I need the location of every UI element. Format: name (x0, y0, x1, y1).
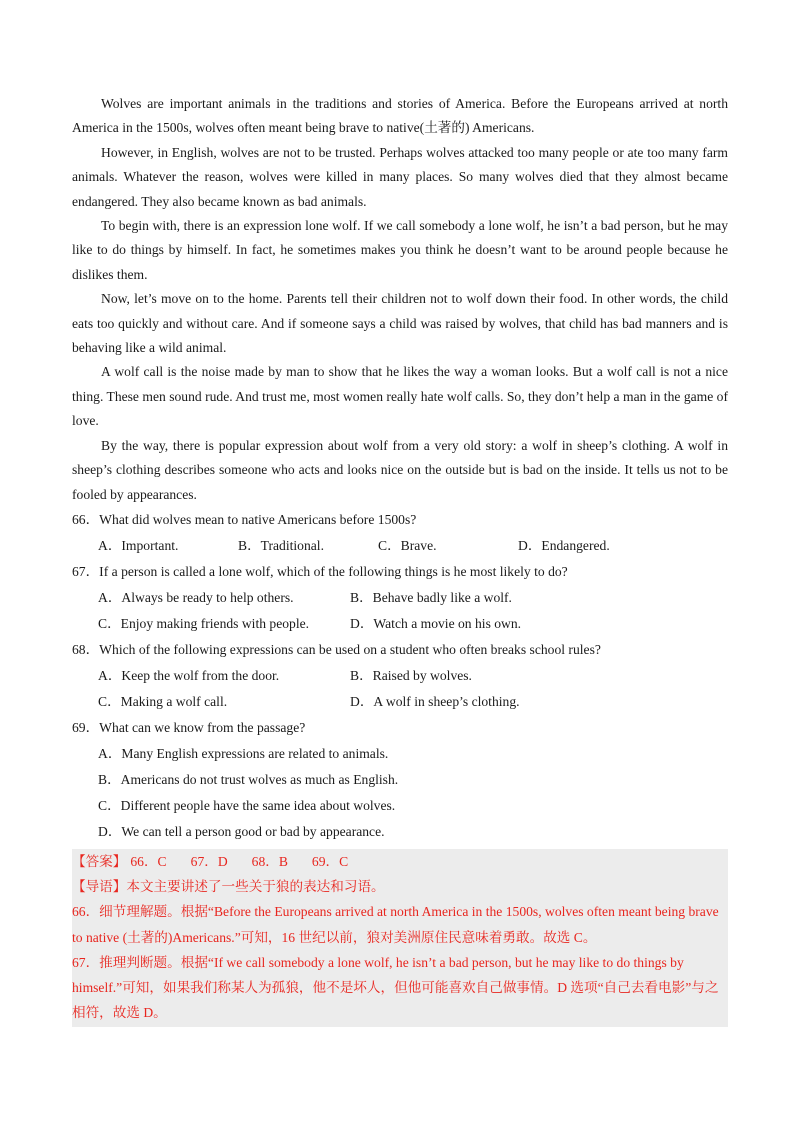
option-d: D．A wolf in sheep’s clothing. (350, 693, 520, 709)
option-a: A．Always be ready to help others. (98, 589, 294, 605)
answer-key-68: 68．B (251, 853, 288, 869)
passage-paragraph-4: Now, let’s move on to the home. Parents tell their children not to wolf down their food. In other words, the child eats too quickly and without care. And if someone says a child was raised by wolves, that child has bad manners and is behaving like a wild animal. (72, 291, 728, 356)
passage-paragraph-5: A wolf call is the noise made by man to show that he likes the way a woman looks. But a wolf call is not a nice thing. These men sound rude. And trust me, most women really hate wolf calls. So, they don’t help a man in the game of love. (72, 364, 728, 429)
option-b: B．Traditional. (238, 537, 324, 553)
option-b: B．Raised by wolves. (350, 667, 472, 683)
option-d: D．We can tell a person good or bad by appearance. (98, 823, 385, 839)
explanation-67: 67．推理判断题。根据“If we call somebody a lone wolf, he isn’t a bad person, but he may like to do things by himself.”可知，如果我们称某人为孤狼，他不是坏人，但他可能喜欢自己做事情。D 选项“自己去看电影”与之相符，故选 D。 (72, 954, 719, 1021)
question-68 (72, 637, 728, 715)
options-row (72, 663, 728, 689)
options-row (72, 533, 728, 559)
passage-paragraph-1: Wolves are important animals in the traditions and stories of America. Before the Europeans arrived at north America in the 1500s, wolves often meant being brave to native(土著的) Americans. (72, 96, 728, 136)
question-67 (72, 559, 728, 637)
document-page (72, 92, 728, 1027)
answer-key-67: 67．D (190, 853, 228, 869)
option-b: B．Americans do not trust wolves as much as English. (98, 771, 399, 787)
options-row (72, 611, 728, 637)
option-d: D．Endangered. (518, 537, 610, 553)
option-c: C．Enjoy making friends with people. (98, 615, 310, 631)
guide-text: 【导语】本文主要讲述了一些关于狼的表达和习语。 (72, 879, 385, 895)
answer-keys (72, 849, 728, 874)
answer-key-66: 66．C (130, 853, 167, 869)
answer-key-69: 69．C (311, 853, 349, 869)
option-a: A．Keep the wolf from the door. (98, 667, 280, 683)
option-b: B．Behave badly like a wolf. (350, 589, 512, 605)
passage-paragraph-2: However, in English, wolves are not to be trusted. Perhaps wolves attacked too many people or ate too many farm animals. Whatever the reason, wolves were killed in many places. So many wolves died that they almost became endangered. They also became known as bad animals. (72, 144, 728, 209)
question-stem: 66．What did wolves mean to native Americans before 1500s? (72, 511, 417, 527)
answer-label: 【答案】 (72, 853, 127, 869)
question-69 (72, 715, 728, 845)
question-stem: 69．What can we know from the passage? (72, 719, 306, 735)
option-c: C．Brave. (378, 537, 437, 553)
question-66 (72, 507, 728, 559)
option-d: D．Watch a movie on his own. (350, 615, 522, 631)
answer-section (72, 849, 728, 1027)
options-row (72, 585, 728, 611)
option-c: C．Making a wolf call. (98, 693, 228, 709)
passage-paragraph-3: To begin with, there is an expression lone wolf. If we call somebody a lone wolf, he isn’t a bad person, but he may like to do things by himself. In fact, he sometimes makes you think he doesn’t want to be around people because he dislikes them. (72, 218, 728, 282)
explanation-66: 66．细节理解题。根据“Before the Europeans arrived at north America in the 1500s, wolves often meant being brave to native (土著的)Americans.”可知，16 世纪以前，狼对美洲原住民意味着勇敢。故选 C。 (72, 904, 719, 945)
question-stem: 67．If a person is called a lone wolf, which of the following things is he most likely to do? (72, 563, 568, 579)
options-row (72, 689, 728, 715)
option-a: A．Many English expressions are related to animals. (98, 745, 389, 761)
passage-paragraph-6: By the way, there is popular expression about wolf from a very old story: a wolf in sheep’s clothing. A wolf in sheep’s clothing describes someone who acts and looks nice on the outside but is bad on the inside. It tells us not to be fooled by appearances. (72, 437, 728, 502)
option-c: C．Different people have the same idea about wolves. (98, 797, 396, 813)
question-stem: 68．Which of the following expressions can be used on a student who often breaks school rules? (72, 641, 601, 657)
option-a: A．Important. (98, 537, 179, 553)
